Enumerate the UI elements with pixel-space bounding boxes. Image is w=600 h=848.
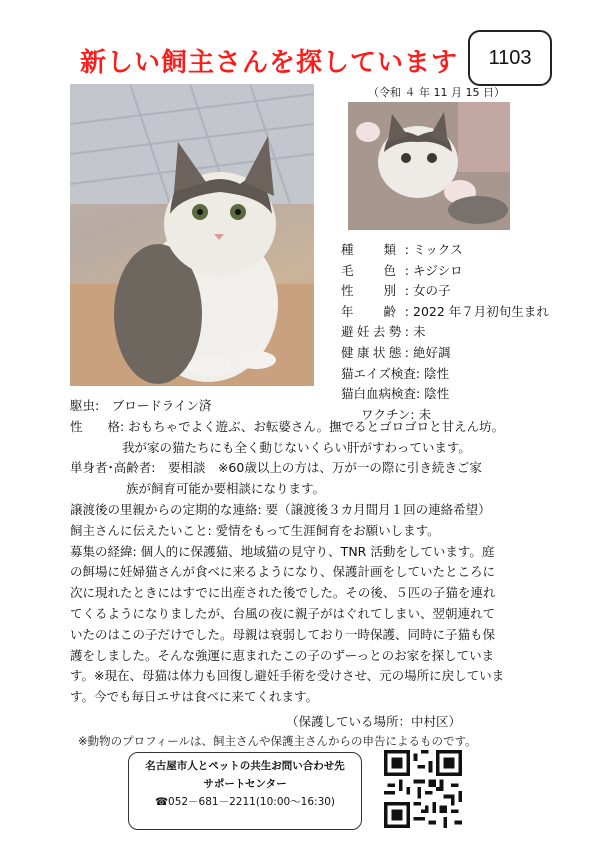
message-line: 飼主さんに伝えたいこと: 愛情をもって生涯飼育をお願いします。 (70, 522, 440, 538)
story-line: す。今でも毎日エサは食べに来てくれます。 (70, 689, 319, 705)
story-line: 募集の経緯: 個人的に保護猫、地域猫の見守り、TNR 活動をしています。庭 (70, 543, 495, 559)
profile-label: 猫白血病検査: (341, 386, 421, 402)
description-body (70, 396, 540, 708)
profile-label: ワクチン: (361, 406, 415, 422)
profile-row (341, 281, 549, 302)
profile-row (341, 322, 549, 343)
page-title: 新しい飼主さんを探しています (80, 48, 459, 78)
profile-row (341, 343, 549, 364)
personality-line-cont: 我が家の猫たちにも全く動じないくらい肝がすわっています。 (122, 439, 471, 455)
profile-value: 2022 年７月初旬生まれ (413, 303, 549, 319)
contact-box (128, 752, 362, 830)
contact-phone[interactable]: ☎052－681－2211(10:00～16:30) (154, 796, 336, 808)
qr-code[interactable] (384, 750, 462, 828)
id-number-box: 1103 (468, 30, 552, 86)
single-elderly-line-cont: 族が飼育可能か要相談になります。 (126, 481, 326, 497)
shelter-location: （保護している場所：中村区） (286, 714, 462, 729)
story-line: す。※現在、母猫は体力も回復し避妊手術を受けさせ、元の場所に戻していま (70, 668, 505, 684)
profile-value: 絶好調 (413, 344, 451, 360)
profile-label: 避妊去勢: (341, 324, 409, 340)
profile-row (341, 261, 549, 282)
cat-photo-secondary (348, 102, 510, 230)
profile-value: 陰性 (424, 365, 450, 381)
profile-value: 陰性 (424, 386, 450, 402)
post-date: （令和 ４ 年 11 月 15 日） (368, 86, 505, 99)
personality-line: 性 格: おもちゃでよく遊ぶ、お転婆さん。撫でるとゴロゴロと甘えん坊。 (70, 418, 505, 434)
profile-label: 年 齢: (341, 303, 409, 319)
contact-org: 名古屋市人とペットの共生お問い合わせ先 (145, 760, 345, 772)
cat-photo-main (70, 84, 314, 386)
profile-row (341, 240, 549, 261)
profile-value: 女の子 (413, 283, 451, 299)
profile-value: キジシロ (413, 262, 463, 278)
profile-label: 性 別: (341, 283, 409, 299)
deworm-line: 駆虫: ブロードライン済 (70, 398, 212, 413)
profile-row (341, 364, 549, 385)
contact-center: サポートセンター (203, 778, 287, 790)
profile-label: 健康状態: (341, 344, 409, 360)
profile-row (341, 302, 549, 323)
profile-label: 毛 色: (341, 262, 409, 278)
story-line: 護をしました。そんな強運に恵まれたこの子のずーっとのお家を探していま (70, 647, 495, 663)
disclaimer: ※動物のプロフィールは、飼主さんや保護主さんからの申告によるものです。 (78, 734, 477, 748)
story-line: の餌場に妊婦猫さんが食べに来るようになり、保護計画をしていたところに (70, 564, 496, 580)
contact-after-line: 譲渡後の里親からの定期的な連絡: 要（譲渡後３カ月間月１回の連絡希望） (70, 501, 491, 517)
profile-label: 種 類: (341, 242, 409, 257)
profile-value: ミックス (413, 242, 463, 257)
profile-value: 未 (413, 324, 426, 340)
story-line: てくるようになりましたが、台風の夜に親子がはぐれてしまい、翌朝連れて (70, 605, 496, 621)
profile-value: 未 (418, 406, 432, 422)
story-line: 次に現れたときにはすでに出産された後でした。その後、５匹の子猫を連れ (70, 585, 496, 601)
profile-label: 猫エイズ検査: (341, 365, 421, 381)
single-elderly-line: 単身者･高齢者: 要相談 ※60歳以上の方は、万が一の際に引き続きご家 (70, 460, 482, 476)
story-line: いたのはこの子だけでした。母親は衰弱しており一時保護、同時に子猫も保 (70, 626, 496, 642)
